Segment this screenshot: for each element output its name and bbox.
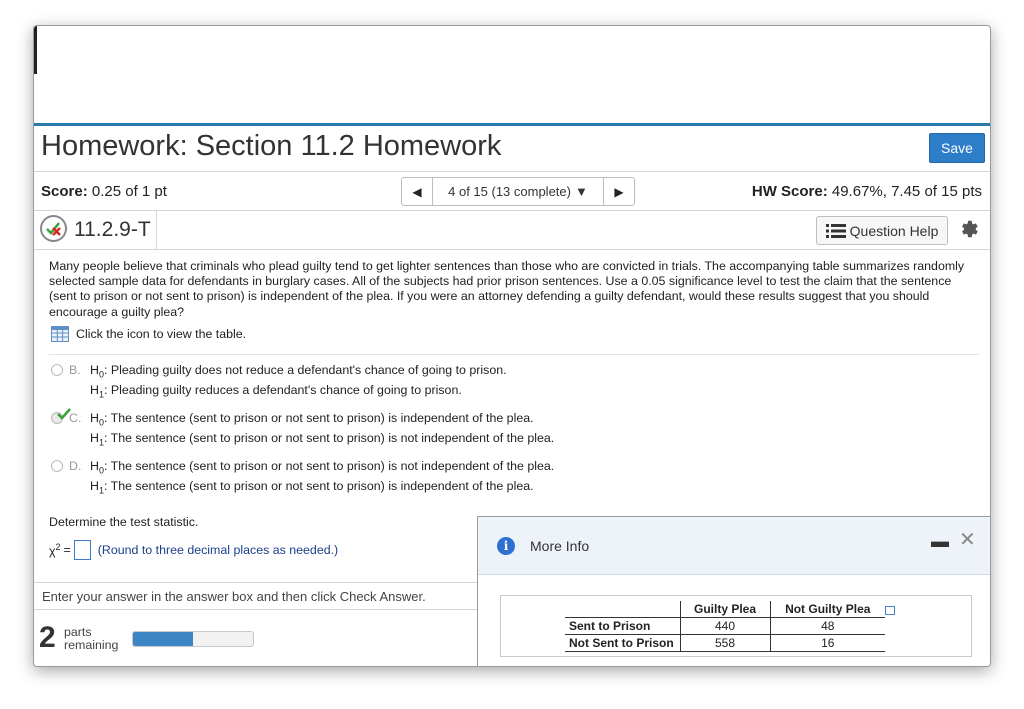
chi-exponent: 2 xyxy=(55,541,61,552)
subscript-0: 0 xyxy=(98,465,104,476)
chi-square-symbol xyxy=(49,542,61,558)
parts-line-2: remaining xyxy=(64,638,119,652)
subscript-1: 1 xyxy=(98,437,104,448)
instruction-text: Enter your answer in the answer box and then click Check Answer. xyxy=(42,589,426,604)
test-statistic-row xyxy=(49,540,338,560)
score-value: 0.25 of 1 pt xyxy=(91,183,167,200)
table-header-row xyxy=(565,601,885,618)
question-id-area xyxy=(34,211,157,249)
option-letter: C. xyxy=(69,411,82,425)
h-symbol: H xyxy=(90,479,99,493)
h-symbol: H xyxy=(90,459,99,473)
table-row xyxy=(565,635,885,652)
progress-fill xyxy=(133,632,193,646)
hw-score-value: 49.67%, 7.45 of 15 pts xyxy=(831,183,982,200)
next-question-button[interactable] xyxy=(603,178,634,205)
score xyxy=(41,183,167,200)
h1-text: : Pleading guilty reduces a defendant's chance of going to prison. xyxy=(103,383,462,397)
list-icon xyxy=(826,224,846,238)
minimize-icon[interactable]: ▬ xyxy=(931,531,949,551)
table-cell: 16 xyxy=(770,635,885,652)
h0-text: : The sentence (sent to prison or not sent to prison) is not independent of the plea. xyxy=(103,459,555,473)
copy-icon[interactable] xyxy=(885,606,895,615)
null-hypothesis xyxy=(90,459,554,475)
h0-text: : Pleading guilty does not reduce a defendant's chance of going to prison. xyxy=(103,363,507,377)
null-hypothesis xyxy=(90,411,534,427)
previous-question-button[interactable] xyxy=(402,178,433,205)
question-help-button[interactable] xyxy=(816,216,948,245)
grid-table-icon[interactable] xyxy=(51,326,69,342)
h1-text: : The sentence (sent to prison or not sent to prison) is independent of the plea. xyxy=(103,479,534,493)
table-row xyxy=(565,618,885,635)
rounding-note: (Round to three decimal places as needed.) xyxy=(97,543,339,557)
info-icon: i xyxy=(497,537,515,555)
option-letter: B. xyxy=(69,363,81,377)
table-frame xyxy=(500,595,972,657)
hw-score xyxy=(752,183,982,200)
accent-line xyxy=(34,123,991,126)
divider xyxy=(34,210,991,211)
column-header: Guilty Plea xyxy=(680,601,770,618)
hw-score-label: HW Score: xyxy=(751,183,828,200)
divider xyxy=(34,171,991,172)
parts-line-1: parts xyxy=(64,625,92,639)
h-symbol: H xyxy=(90,363,99,377)
question-progress-text: 4 of 15 (13 complete) xyxy=(448,184,571,199)
question-id: 11.2.9-T xyxy=(74,218,151,241)
more-info-popup xyxy=(477,516,991,667)
top-blank-area xyxy=(34,26,991,123)
question-text: Many people believe that criminals who plead guilty tend to get lighter sentences than those who are convicted in trials. The accompanying table summarizes randomly selected sample data for defendants in burglary cases. All of the subjects had prior prison sentences. Use a 0.05 significance level to test the claim that the sentence (sent to prison or not sent to prison) is independent of the plea. If you were an attorney defending a guilty defendant, would these results suggest that you should encourage a guilty plea? xyxy=(49,259,965,319)
corner-cell xyxy=(565,601,680,618)
partial-credit-icon xyxy=(40,215,67,242)
divider xyxy=(49,354,979,355)
h-symbol: H xyxy=(90,383,99,397)
subscript-1: 1 xyxy=(98,389,104,400)
h-symbol: H xyxy=(90,411,99,425)
view-table-link[interactable] xyxy=(51,326,246,342)
popup-header xyxy=(478,517,991,575)
question-navigator xyxy=(401,177,635,206)
chi-letter: χ xyxy=(49,544,56,559)
page-title: Homework: Section 11.2 Homework xyxy=(41,130,502,162)
h-symbol: H xyxy=(90,431,99,445)
h0-text: : The sentence (sent to prison or not sent to prison) is independent of the plea. xyxy=(103,411,534,425)
h1-text: : The sentence (sent to prison or not sent to prison) is not independent of the plea. xyxy=(103,431,555,445)
radio-button[interactable] xyxy=(51,460,63,472)
divider xyxy=(34,249,991,250)
homework-window xyxy=(33,25,991,667)
option-letter: D. xyxy=(69,459,82,473)
triangle-down-icon: ▼ xyxy=(574,184,588,199)
table-cell: 440 xyxy=(680,618,770,635)
table-cell: 48 xyxy=(770,618,885,635)
alt-hypothesis xyxy=(90,383,462,399)
divider xyxy=(34,582,477,583)
subscript-0: 0 xyxy=(98,417,104,428)
column-header: Not Guilty Plea xyxy=(770,601,885,618)
subscript-1: 1 xyxy=(98,485,104,496)
parts-remaining-label xyxy=(64,626,118,652)
left-bar xyxy=(34,26,37,74)
determine-prompt: Determine the test statistic. xyxy=(49,515,199,529)
triangle-left-icon: ◀ xyxy=(412,184,422,199)
divider xyxy=(34,609,477,610)
row-header: Sent to Prison xyxy=(565,618,680,635)
alt-hypothesis xyxy=(90,479,534,495)
gear-icon[interactable] xyxy=(958,218,980,240)
triangle-right-icon: ▶ xyxy=(614,184,624,199)
alt-hypothesis xyxy=(90,431,554,447)
progress-bar xyxy=(132,631,254,647)
answer-input[interactable] xyxy=(74,540,91,560)
view-table-label: Click the icon to view the table. xyxy=(76,327,247,341)
equals-sign: = xyxy=(63,543,71,557)
parts-remaining-count: 2 xyxy=(39,621,56,654)
question-selector[interactable] xyxy=(433,178,603,205)
popup-title: More Info xyxy=(530,538,590,554)
contingency-table xyxy=(565,601,885,652)
null-hypothesis xyxy=(90,363,507,379)
question-help-label: Question Help xyxy=(849,222,939,239)
subscript-0: 0 xyxy=(98,369,104,380)
close-icon[interactable]: ✕ xyxy=(959,529,976,551)
radio-button[interactable] xyxy=(51,364,63,376)
score-label: Score: xyxy=(41,183,88,200)
table-cell: 558 xyxy=(680,635,770,652)
save-button[interactable]: Save xyxy=(929,133,985,163)
row-header: Not Sent to Prison xyxy=(565,635,680,652)
